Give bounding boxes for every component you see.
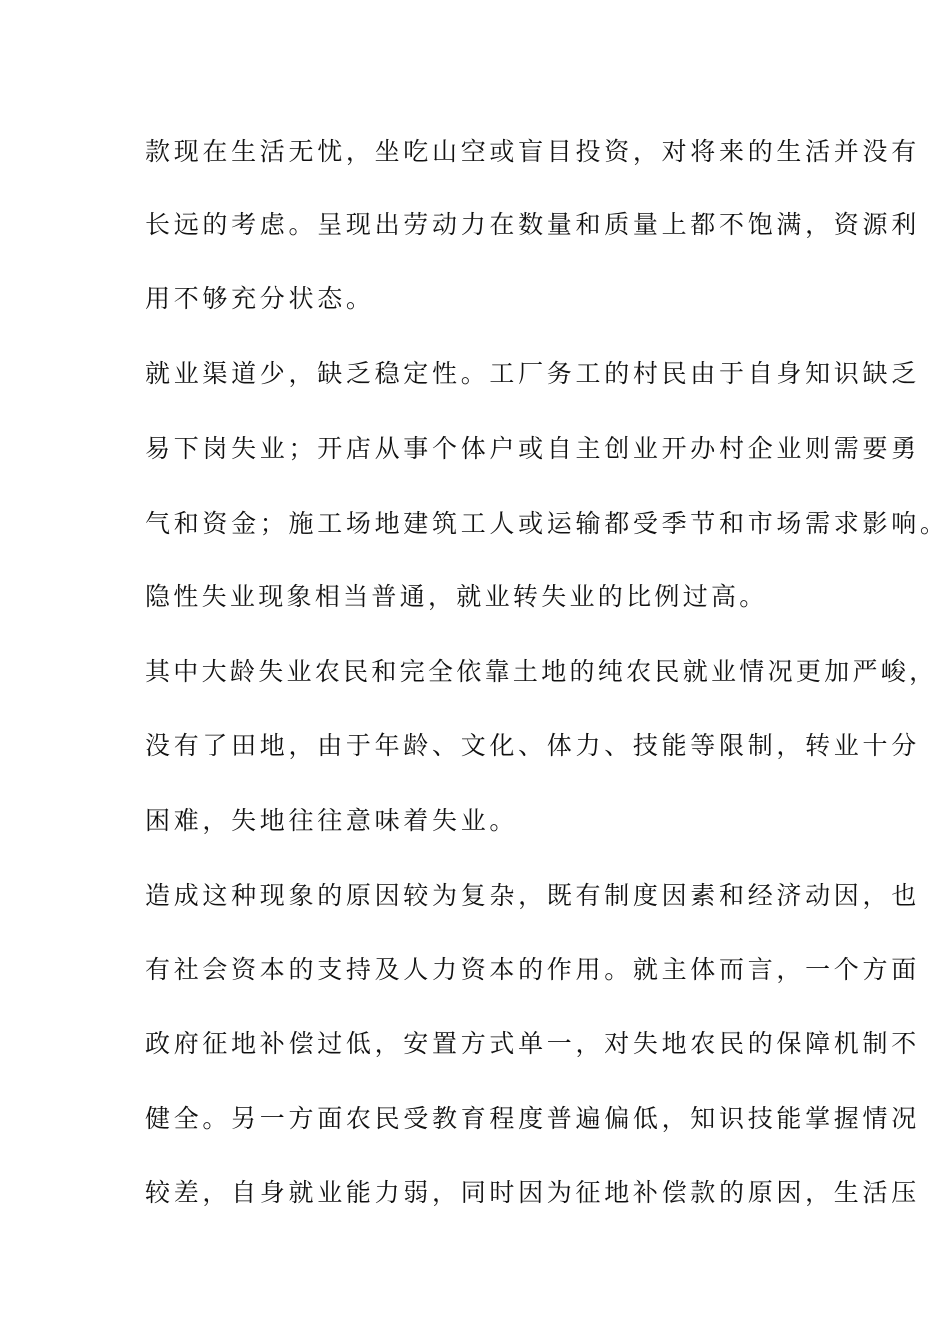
text-line: 较差，自身就业能力弱，同时因为征地补偿款的原因，生活压 (145, 1178, 920, 1207)
text-line: 易下岗失业；开店从事个体户或自主创业开办村企业则需要勇 (145, 434, 920, 463)
text-line: 气和资金；施工场地建筑工人或运输都受季节和市场需求影响。 (145, 509, 949, 538)
text-line: 隐性失业现象相当普通，就业转失业的比例过高。 (145, 582, 768, 611)
text-line: 政府征地补偿过低，安置方式单一，对失地农民的保障机制不 (145, 1029, 920, 1058)
text-line: 健全。另一方面农民受教育程度普遍偏低，知识技能掌握情况 (145, 1104, 920, 1133)
text-line: 没有了田地，由于年龄、文化、体力、技能等限制，转业十分 (145, 731, 920, 760)
text-line: 用不够充分状态。 (145, 284, 375, 313)
text-line: 其中大龄失业农民和完全依靠土地的纯农民就业情况更加严峻， (145, 657, 938, 686)
text-line: 困难，失地往往意味着失业。 (145, 806, 519, 835)
text-line: 造成这种现象的原因较为复杂，既有制度因素和经济动因，也 (145, 881, 920, 910)
text-line: 就业渠道少，缺乏稳定性。工厂务工的村民由于自身知识缺乏 (145, 359, 920, 388)
text-line: 款现在生活无忧，坐吃山空或盲目投资，对将来的生活并没有 (145, 137, 920, 166)
text-line: 有社会资本的支持及人力资本的作用。就主体而言，一个方面 (145, 955, 920, 984)
text-line: 长远的考虑。呈现出劳动力在数量和质量上都不饱满，资源利 (145, 210, 920, 239)
